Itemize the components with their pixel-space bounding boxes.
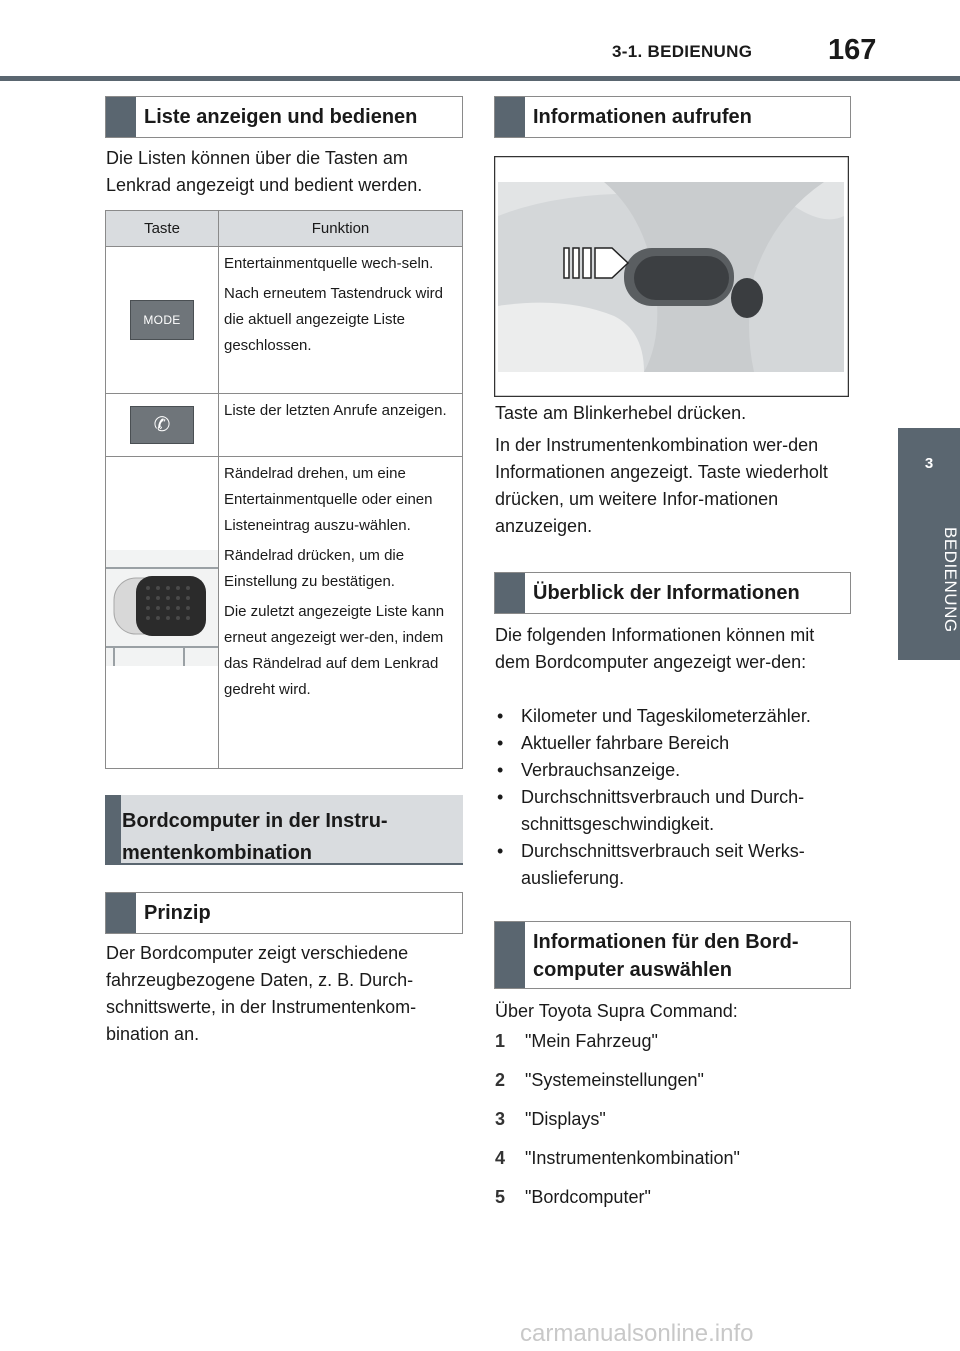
running-header-section: 3-1. BEDIENUNG xyxy=(612,42,753,61)
table-header-row xyxy=(106,211,463,247)
table-header-funktion: Funktion xyxy=(219,211,463,247)
list-item: • Durchschnittsverbrauch und Durch-schnittsgeschwindigkeit. xyxy=(495,784,845,838)
overview-intro: Die folgenden Informationen können mit dem Bordcomputer angezeigt wer-den: xyxy=(495,625,815,672)
step-number: 2 xyxy=(495,1070,506,1090)
page-number: 167 xyxy=(828,34,877,66)
step-text: "Instrumentenkombination" xyxy=(525,1148,740,1168)
table-cell-button xyxy=(106,247,219,394)
heading-text: Informationen für den Bord-computer auswählen xyxy=(533,931,799,981)
table-row xyxy=(106,247,463,394)
heading-text: Prinzip xyxy=(144,902,211,924)
heading-bar xyxy=(495,573,525,613)
step-text: "Mein Fahrzeug" xyxy=(525,1031,658,1051)
step-item xyxy=(495,1148,850,1187)
button-function-table xyxy=(105,210,463,769)
step-item xyxy=(495,1187,850,1226)
function-text: Entertainmentquelle wech-seln. xyxy=(224,255,434,272)
heading-text: Informationen aufrufen xyxy=(533,106,752,128)
step-number: 4 xyxy=(495,1148,506,1168)
step-text: "Bordcomputer" xyxy=(525,1187,651,1207)
intro-paragraph: Die Listen können über die Tasten am Lenkrad angezeigt und bedient werden. xyxy=(106,148,423,195)
table-cell-button xyxy=(106,457,219,769)
heading-bar xyxy=(495,97,525,137)
step-number: 5 xyxy=(495,1187,506,1207)
heading-bar xyxy=(106,893,136,933)
mode-button-image: MODE xyxy=(130,300,194,340)
section-heading-bordcomputer xyxy=(105,795,463,865)
table-cell-function xyxy=(219,457,463,769)
section-heading-prinzip xyxy=(105,892,463,934)
table-cell-button xyxy=(106,394,219,457)
table-cell-function xyxy=(219,247,463,394)
header-rule xyxy=(0,76,960,81)
phone-icon: ✆ xyxy=(130,406,194,444)
function-text: Nach erneutem Tastendruck wird die aktuell angezeigte Liste geschlossen. xyxy=(224,285,443,354)
thumbwheel-icon xyxy=(106,550,218,666)
list-item: • Durchschnittsverbrauch seit Werks-auslieferung. xyxy=(495,838,845,892)
step-item xyxy=(495,1109,850,1148)
table-cell-function xyxy=(219,394,463,457)
prinzip-paragraph: Der Bordcomputer zeigt verschiedene fahrzeugbezogene Daten, z. B. Durch-schnittswerte, in der Instrumentenkom-bination an. xyxy=(106,943,417,1044)
table-header-taste: Taste xyxy=(106,211,219,247)
function-text: Rändelrad drücken, um die Einstellung zu bestätigen. xyxy=(224,547,405,590)
section-heading-informationen-aufrufen xyxy=(494,96,851,138)
watermark-text: carmanualsonline.info xyxy=(520,1320,754,1347)
instruction-detail-text: In der Instrumentenkombination wer-den Informationen angezeigt. Taste wiederholt drücken, um weitere Infor-mationen anzuzeigen. xyxy=(495,435,828,536)
heading-bar xyxy=(106,97,136,137)
step-number: 3 xyxy=(495,1109,506,1129)
heading-bar xyxy=(495,922,525,988)
section-heading-ueberblick xyxy=(494,572,851,614)
function-text: Rändelrad drehen, um eine Entertainmentquelle oder einen Listeneintrag auszu-wählen. xyxy=(224,465,433,534)
function-text: Liste der letzten Anrufe anzeigen. xyxy=(224,402,447,419)
list-item: • Verbrauchsanzeige. xyxy=(495,757,845,784)
section-heading-auswaehlen xyxy=(494,921,851,989)
indicator-stalk-illustration xyxy=(494,156,849,397)
step-item xyxy=(495,1031,850,1070)
menu-steps xyxy=(495,1031,850,1226)
information-list xyxy=(495,703,845,892)
heading-text: Liste anzeigen und bedienen xyxy=(144,106,418,128)
section-heading-liste xyxy=(105,96,463,138)
heading-text: Überblick der Informationen xyxy=(533,582,800,604)
heading-text: Bordcomputer in der Instru-mentenkombination xyxy=(122,810,388,864)
list-item: • Aktueller fahrbare Bereich xyxy=(495,730,845,757)
heading-bar xyxy=(105,795,121,863)
step-text: "Systemeinstellungen" xyxy=(525,1070,704,1090)
command-intro: Über Toyota Supra Command: xyxy=(495,1001,738,1021)
chapter-label: BEDIENUNG xyxy=(941,527,960,633)
table-row xyxy=(106,394,463,457)
step-number: 1 xyxy=(495,1031,506,1051)
instruction-text: Taste am Blinkerhebel drücken. xyxy=(495,403,747,423)
chapter-number: 3 xyxy=(924,455,934,472)
step-item xyxy=(495,1070,850,1109)
list-item: • Kilometer und Tageskilometerzähler. xyxy=(495,703,845,730)
step-text: "Displays" xyxy=(525,1109,606,1129)
table-row xyxy=(106,457,463,769)
function-text: Die zuletzt angezeigte Liste kann erneut angezeigt wer-den, indem das Rändelrad auf dem Lenkrad gedreht wird. xyxy=(224,603,445,698)
